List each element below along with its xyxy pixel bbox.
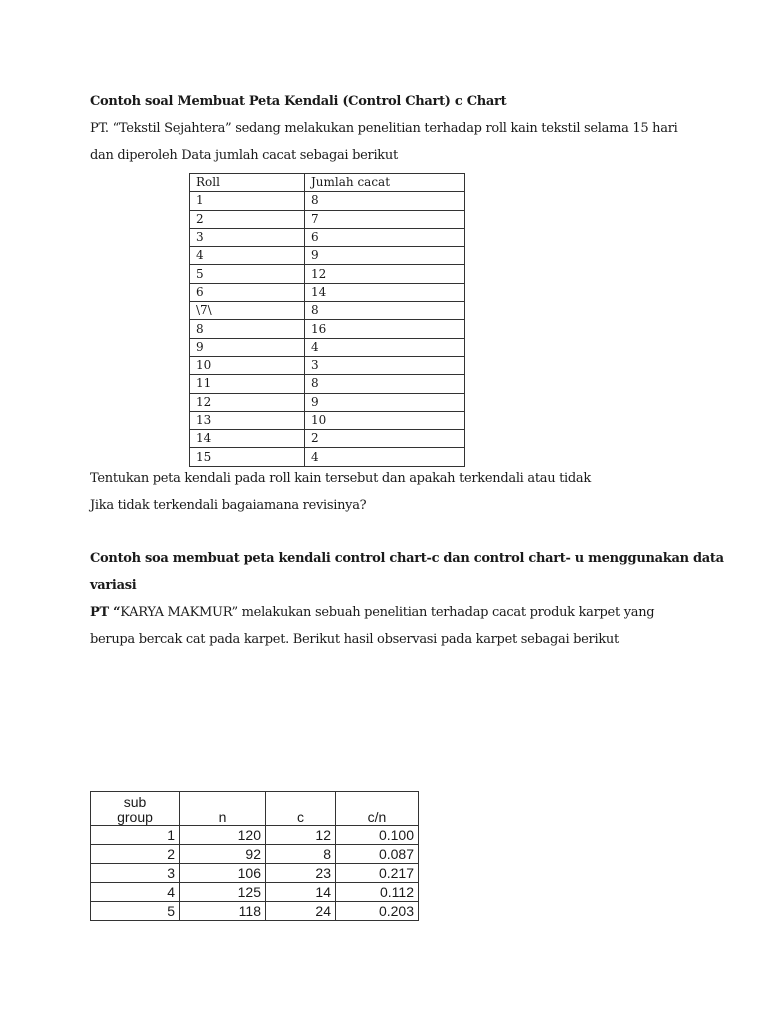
table-row: [190, 247, 465, 265]
section1-paragraph-line2: dan diperoleh Data jumlah cacat sebagai berikut: [90, 148, 398, 163]
subgroup-cell: 4: [91, 883, 180, 902]
n-cell: 120: [180, 826, 266, 845]
roll-cell: 9: [190, 338, 305, 356]
section2-paragraph-line1: [90, 605, 654, 620]
table-row: [190, 265, 465, 283]
section1-question-line1: Tentukan peta kendali pada roll kain tersebut dan apakah terkendali atau tidak: [90, 471, 591, 486]
table-row: [190, 375, 465, 393]
defect-count-cell: 3: [305, 356, 465, 374]
table-header-jumlah-cacat: Jumlah cacat: [305, 174, 465, 192]
table-row: [190, 302, 465, 320]
defect-count-cell: 8: [305, 192, 465, 210]
defect-count-cell: 8: [305, 375, 465, 393]
c-over-n-cell: 0.203: [336, 902, 419, 921]
table-row: [190, 356, 465, 374]
section1-paragraph-line1: PT. “Tekstil Sejahtera” sedang melakukan penelitian terhadap roll kain tekstil selama 15 hari: [90, 121, 678, 136]
c-cell: 23: [266, 864, 336, 883]
table-row: [91, 902, 419, 921]
defect-count-cell: 16: [305, 320, 465, 338]
table-header-c-over-n: c/n: [336, 792, 419, 826]
roll-cell: 8: [190, 320, 305, 338]
defect-count-cell: 6: [305, 228, 465, 246]
c-over-n-cell: 0.112: [336, 883, 419, 902]
roll-cell: 14: [190, 430, 305, 448]
table-header-n: n: [180, 792, 266, 826]
roll-cell: 6: [190, 283, 305, 301]
c-over-n-cell: 0.217: [336, 864, 419, 883]
n-cell: 125: [180, 883, 266, 902]
roll-cell: 15: [190, 448, 305, 466]
defect-table: [189, 173, 465, 467]
roll-cell: 3: [190, 228, 305, 246]
section2-title-line2: variasi: [90, 578, 137, 593]
defect-count-cell: 10: [305, 411, 465, 429]
table-row: [190, 192, 465, 210]
subgroup-cell: 3: [91, 864, 180, 883]
section2-paragraph-text: KARYA MAKMUR” melakukan sebuah penelitian terhadap cacat produk karpet yang: [120, 605, 655, 620]
roll-cell: 5: [190, 265, 305, 283]
roll-cell: 13: [190, 411, 305, 429]
defect-count-cell: 2: [305, 430, 465, 448]
n-cell: 118: [180, 902, 266, 921]
roll-cell: 2: [190, 210, 305, 228]
section2-title-line1: Contoh soa membuat peta kendali control chart-c dan control chart- u menggunakan data: [90, 551, 724, 566]
table-row: [190, 448, 465, 466]
roll-cell: \7\: [190, 302, 305, 320]
c-cell: 8: [266, 845, 336, 864]
c-cell: 12: [266, 826, 336, 845]
table-header-c: c: [266, 792, 336, 826]
table-row: [190, 283, 465, 301]
section1-question-line2: Jika tidak terkendali bagaiamana revisinya?: [90, 498, 367, 513]
section1-title: Contoh soal Membuat Peta Kendali (Control Chart) c Chart: [90, 94, 507, 109]
section2-paragraph-line2: berupa bercak cat pada karpet. Berikut hasil observasi pada karpet sebagai berikut: [90, 632, 619, 647]
subgroup-cell: 2: [91, 845, 180, 864]
subgroup-cell: 5: [91, 902, 180, 921]
n-cell: 106: [180, 864, 266, 883]
defect-count-cell: 4: [305, 338, 465, 356]
c-cell: 24: [266, 902, 336, 921]
subgroup-cell: 1: [91, 826, 180, 845]
defect-count-cell: 9: [305, 247, 465, 265]
table-row: [190, 338, 465, 356]
defect-count-cell: 12: [305, 265, 465, 283]
c-over-n-cell: 0.087: [336, 845, 419, 864]
table-header-roll: Roll: [190, 174, 305, 192]
table-row: [190, 393, 465, 411]
table-row: [91, 864, 419, 883]
roll-cell: 12: [190, 393, 305, 411]
table-header-row: [190, 174, 465, 192]
c-cell: 14: [266, 883, 336, 902]
table-row: [190, 228, 465, 246]
table-header-row: [91, 792, 419, 826]
defect-count-cell: 9: [305, 393, 465, 411]
roll-cell: 11: [190, 375, 305, 393]
defect-count-cell: 4: [305, 448, 465, 466]
table-row: [190, 430, 465, 448]
defect-count-cell: 14: [305, 283, 465, 301]
n-cell: 92: [180, 845, 266, 864]
defect-count-cell: 8: [305, 302, 465, 320]
observation-table: [90, 791, 419, 921]
table-row: [91, 826, 419, 845]
table-row: [91, 883, 419, 902]
c-over-n-cell: 0.100: [336, 826, 419, 845]
defect-count-cell: 7: [305, 210, 465, 228]
roll-cell: 10: [190, 356, 305, 374]
roll-cell: 1: [190, 192, 305, 210]
company-prefix: PT “: [90, 605, 121, 620]
table-header-subgroup: sub group: [91, 792, 180, 826]
table-row: [91, 845, 419, 864]
table-row: [190, 320, 465, 338]
table-row: [190, 210, 465, 228]
roll-cell: 4: [190, 247, 305, 265]
table-row: [190, 411, 465, 429]
